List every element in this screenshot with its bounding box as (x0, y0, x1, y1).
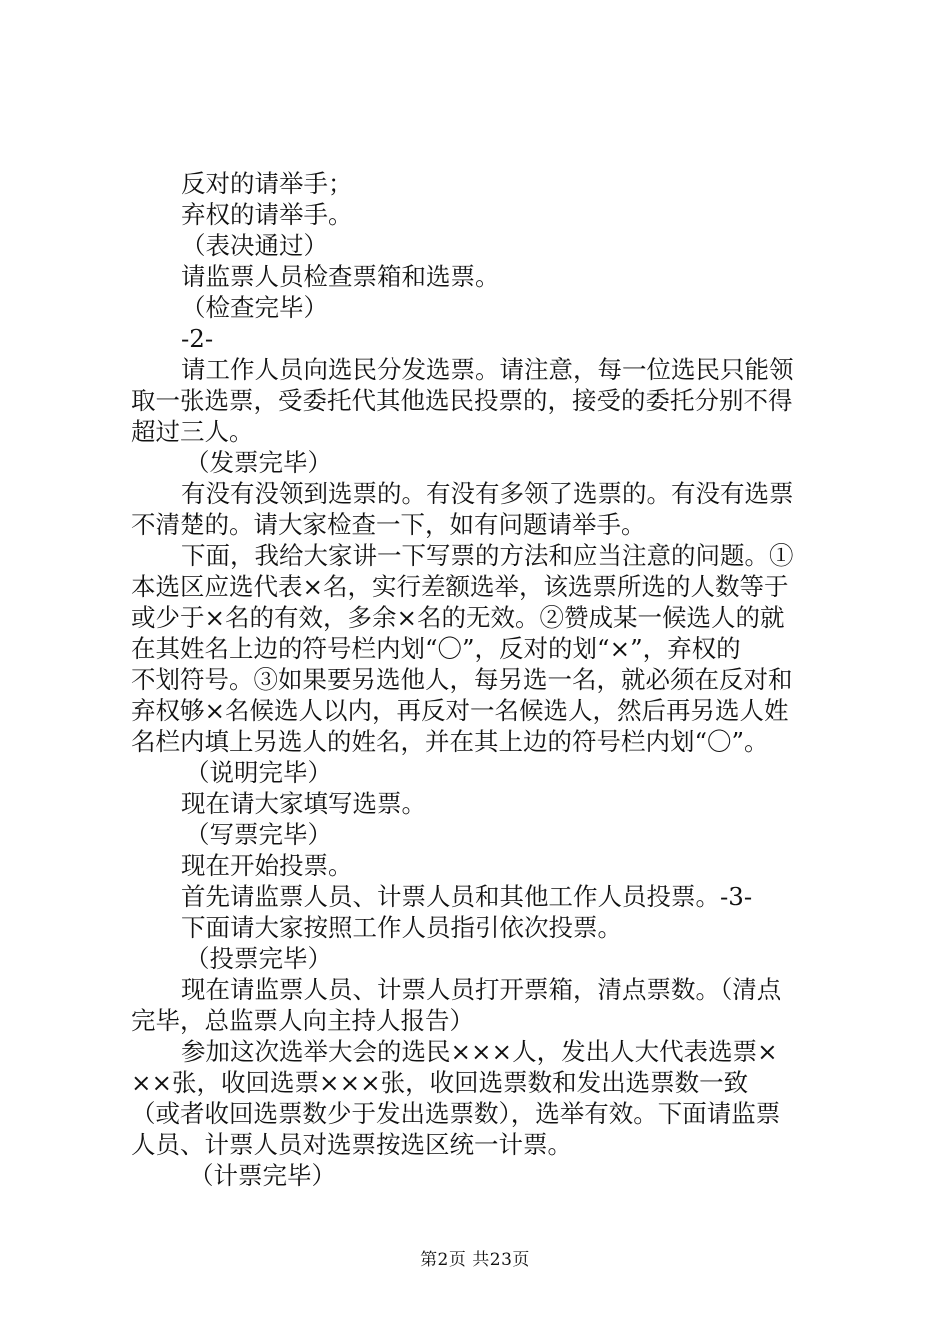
text-line: （发票完毕） (185, 448, 332, 477)
text-line: （写票完毕） (185, 820, 332, 849)
text-line: 下面，我给大家讲一下写票的方法和应当注意的问题。① (181, 541, 794, 570)
text-line: 名栏内填上另选人的姓名，并在其上边的符号栏内划“〇”。 (131, 727, 769, 756)
text-line: 现在请大家填写选票。 (181, 789, 426, 818)
text-line: （计票完毕） (189, 1161, 336, 1190)
text-line: （或者收回选票数少于发出选票数），选举有效。下面请监票 (131, 1099, 781, 1128)
text-line: 不划符号。③如果要另选他人，每另选一名，就必须在反对和 (131, 665, 793, 694)
text-line: 请监票人员检查票箱和选票。 (181, 262, 500, 291)
text-line: （检查完毕） (181, 293, 328, 322)
text-line: （表决通过） (181, 231, 328, 260)
text-line: （投票完毕） (185, 944, 332, 973)
text-line: 在其姓名上边的符号栏内划“〇”，反对的划“×”，弃权的 (131, 634, 741, 663)
text-line: 完毕，总监票人向主持人报告） (131, 1006, 474, 1035)
text-line: 本选区应选代表×名，实行差额选举，该选票所选的人数等于 (131, 572, 789, 601)
text-line: ××张，收回选票×××张，收回选票数和发出选票数一致 (131, 1068, 749, 1097)
text-line: 首先请监票人员、计票人员和其他工作人员投票。-3- (181, 882, 753, 911)
page-footer: 第2页 共23页 (420, 1250, 530, 1270)
text-line: 下面请大家按照工作人员指引依次投票。 (181, 913, 622, 942)
text-line: 参加这次选举大会的选民×××人，发出人大代表选票× (181, 1037, 778, 1066)
text-line: 现在请监票人员、计票人员打开票箱，清点票数。（清点 (181, 975, 782, 1004)
text-line: 弃权的请举手。 (181, 200, 353, 229)
text-line: 或少于×名的有效，多余×名的无效。②赞成某一候选人的就 (131, 603, 785, 632)
text-line: 反对的请举手； (181, 169, 353, 198)
text-line: 弃权够×名候选人以内，再反对一名候选人，然后再另选人姓 (131, 696, 789, 725)
page-marker: -2- (181, 324, 214, 353)
text-line: 超过三人。 (131, 417, 254, 446)
text-line: 人员、计票人员对选票按选区统一计票。 (131, 1130, 572, 1159)
document-body (131, 168, 831, 1191)
text-line: 有没有没领到选票的。有没有多领了选票的。有没有选票 (181, 479, 794, 508)
text-line: （说明完毕） (185, 758, 332, 787)
text-line: 不清楚的。请大家检查一下，如有问题请举手。 (131, 510, 646, 539)
text-line: 取一张选票，受委托代其他选民投票的，接受的委托分别不得 (131, 386, 793, 415)
text-line: 现在开始投票。 (181, 851, 353, 880)
text-line: 请工作人员向选民分发选票。请注意，每一位选民只能领 (181, 355, 794, 384)
